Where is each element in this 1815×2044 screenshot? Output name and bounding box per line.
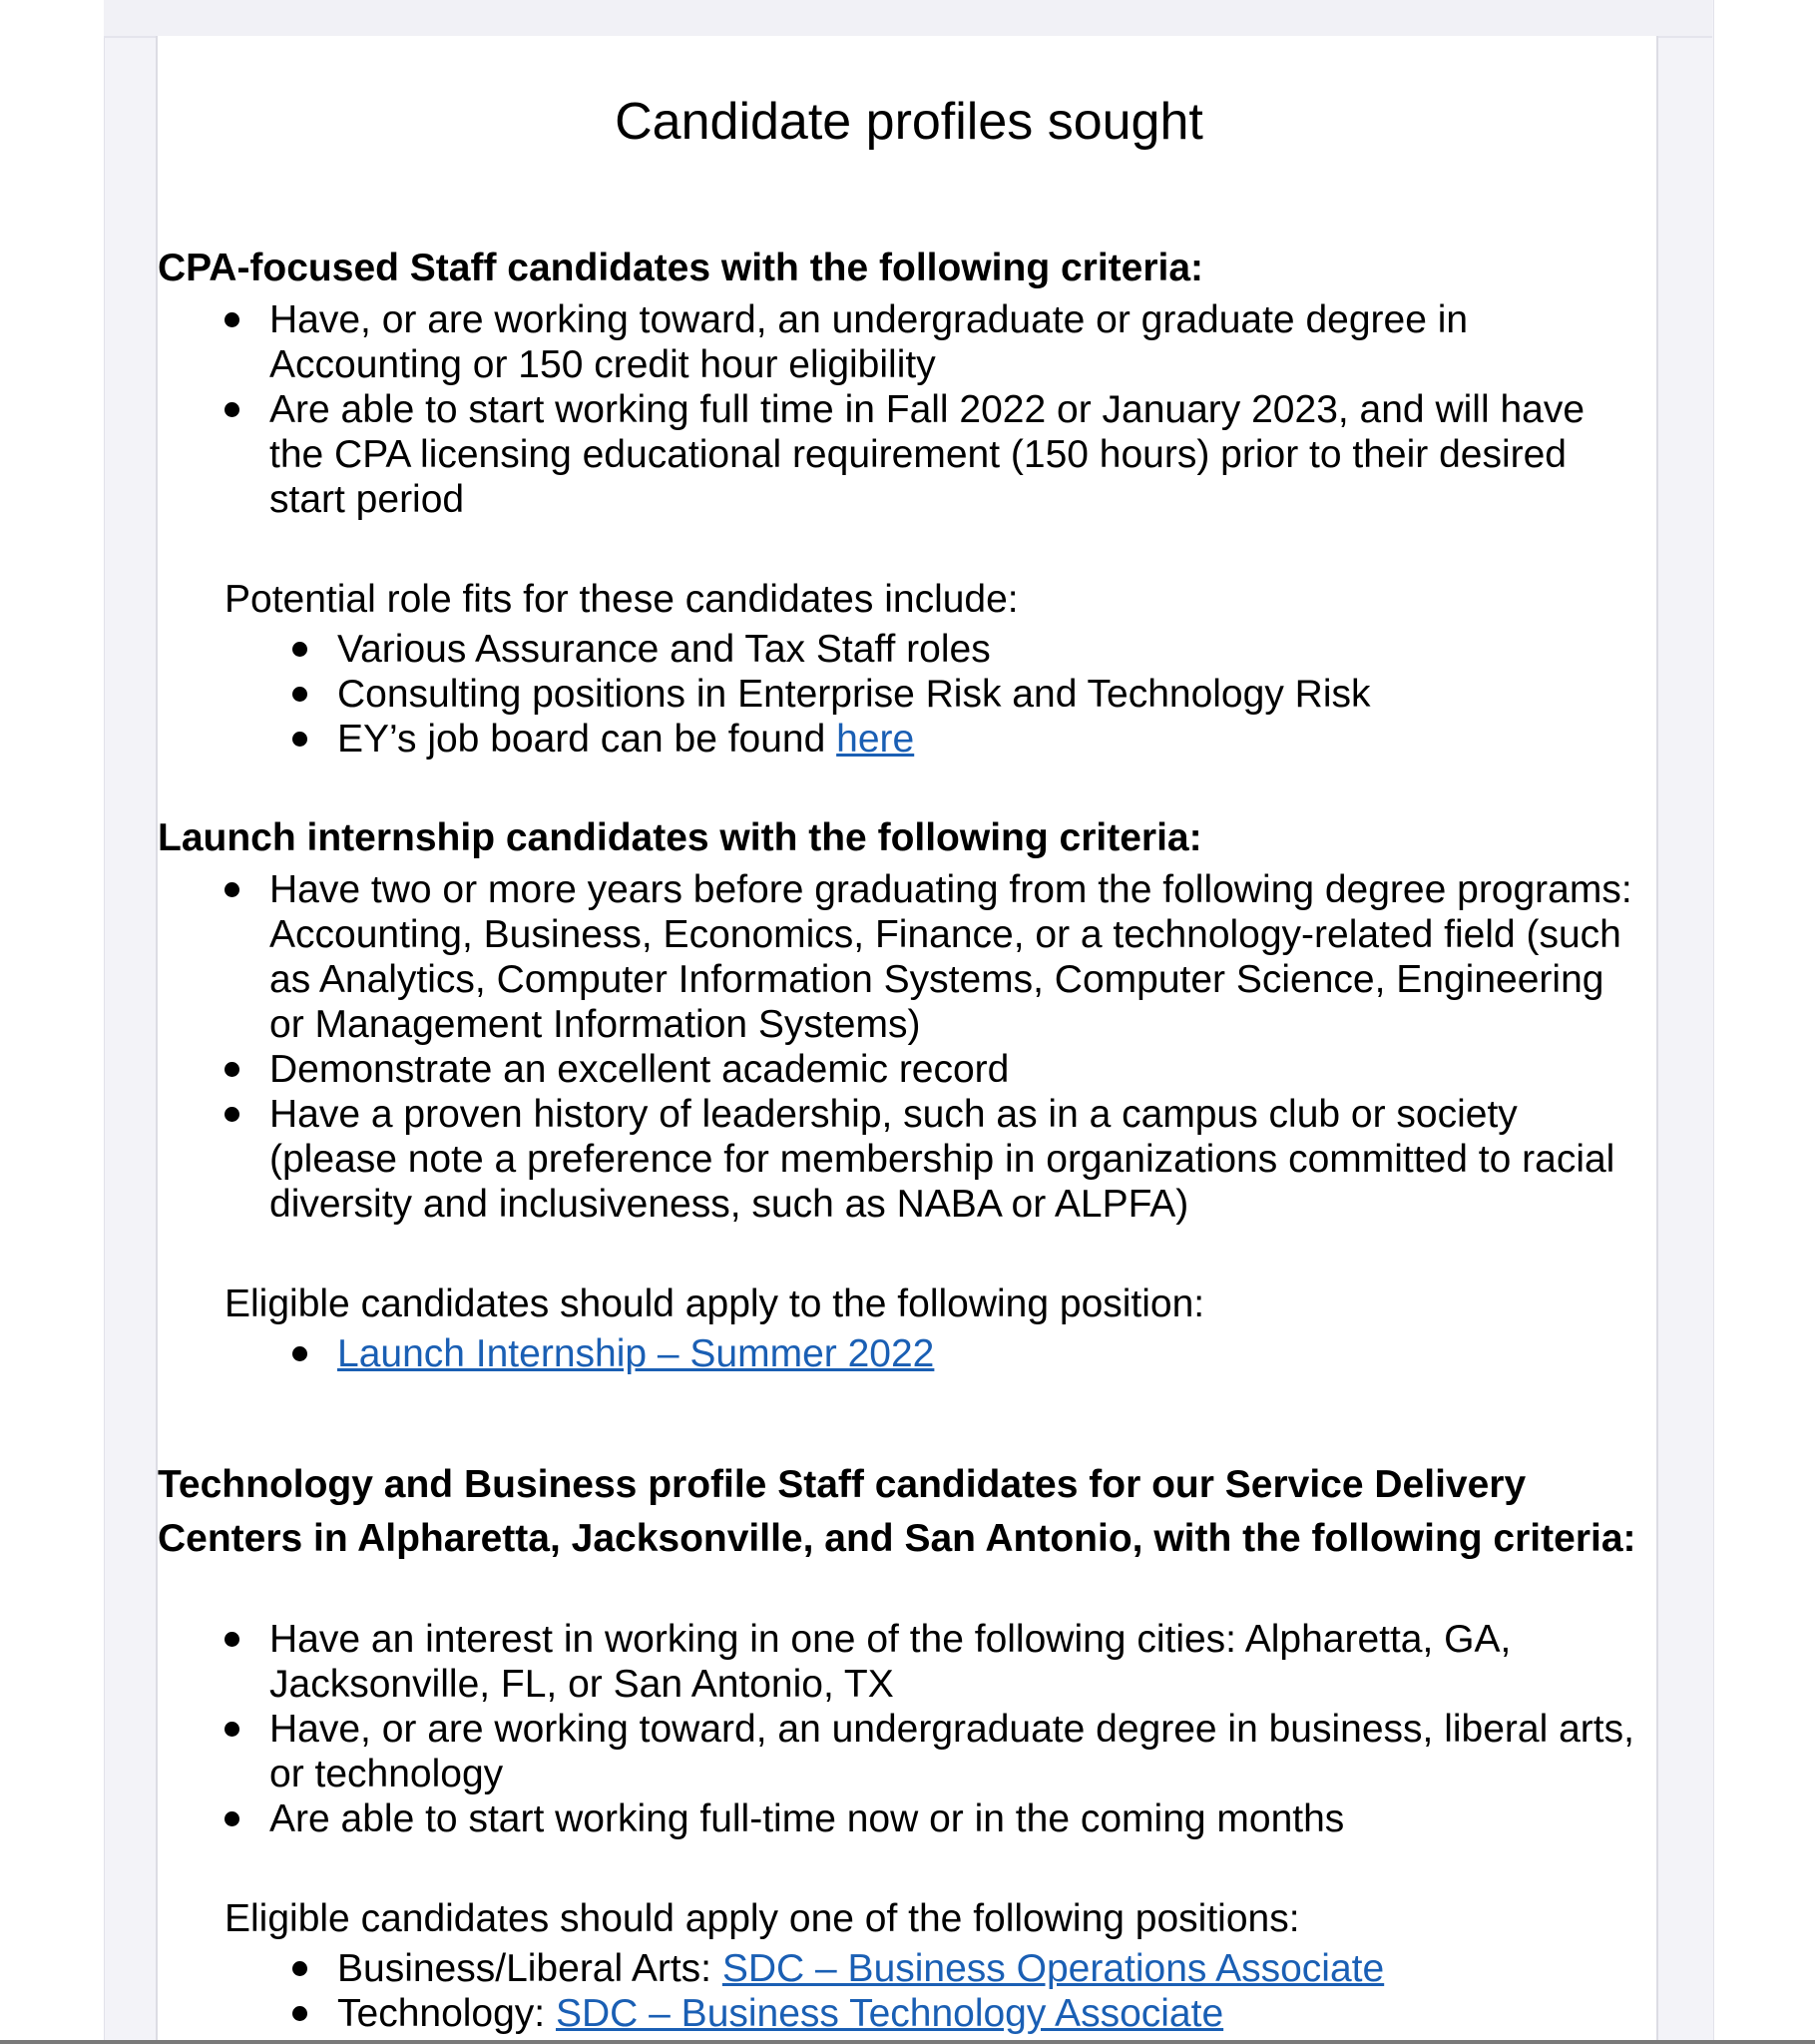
- role-fits-list: [337, 627, 1634, 762]
- list-item: Have, or are working toward, an undergraduate degree in business, liberal arts, or technology: [269, 1707, 1646, 1796]
- section-heading-sdc: Technology and Business profile Staff candidates for our Service Delivery Centers in Alpharetta, Jacksonville, and San Antonio, with the following criteria:: [158, 1463, 1636, 1560]
- viewer-bottom-border: [0, 2040, 1815, 2044]
- launch-internship-link[interactable]: Launch Internship – Summer 2022: [337, 1332, 935, 1375]
- list-item: [337, 1331, 1634, 1376]
- list-item: Have an interest in working in one of the following cities: Alpharetta, GA, Jacksonville, FL, or San Antonio, TX: [269, 1617, 1646, 1707]
- business-operations-link[interactable]: SDC – Business Operations Associate: [721, 1947, 1385, 1990]
- list-item: Are able to start working full time in Fall 2022 or January 2023, and will have the CPA licensing educational requirement (150 hours) prior to their desired start period: [269, 387, 1646, 522]
- list-item: Various Assurance and Tax Staff roles: [337, 627, 1634, 672]
- list-item: Have, or are working toward, an undergraduate or graduate degree in Accounting or 150 credit hour eligibility: [269, 297, 1646, 387]
- list-item-text: Business/Liberal Arts:: [337, 1947, 722, 1990]
- criteria-list-launch: [269, 867, 1646, 1227]
- list-item: Consulting positions in Enterprise Risk and Technology Risk: [337, 672, 1634, 717]
- list-item-text: EY’s job board can be found: [337, 718, 837, 761]
- business-technology-link[interactable]: SDC – Business Technology Associate: [555, 1992, 1224, 2035]
- list-item: [337, 717, 1634, 762]
- role-fits-intro: Potential role fits for these candidates include:: [225, 578, 1019, 621]
- page-title: Candidate profiles sought: [615, 93, 1203, 151]
- viewer-top-strip: [104, 0, 1712, 38]
- list-item: Have two or more years before graduating from the following degree programs: Accounting, Business, Economics, Finance, or a technology-related field (such as Analytics, Computer Information Systems, Computer Science, Engineering or Management Information Systems): [269, 867, 1646, 1047]
- launch-position-list: [337, 1331, 1634, 1376]
- list-item: Are able to start working full-time now or in the coming months: [269, 1796, 1646, 1841]
- list-item: [337, 1946, 1634, 1991]
- section-heading-cpa: CPA-focused Staff candidates with the following criteria:: [158, 247, 1204, 289]
- launch-apply-intro: Eligible candidates should apply to the following position:: [225, 1282, 1205, 1325]
- section-heading-launch: Launch internship candidates with the following criteria:: [158, 816, 1202, 859]
- sdc-position-list: [337, 1946, 1634, 2036]
- document-page: [156, 36, 1658, 2044]
- criteria-list-sdc: [269, 1617, 1646, 1841]
- criteria-list-cpa: [269, 297, 1646, 522]
- list-item-text: Technology:: [337, 1992, 556, 2035]
- job-board-link[interactable]: here: [836, 718, 915, 761]
- sdc-apply-intro: Eligible candidates should apply one of the following positions:: [225, 1897, 1300, 1940]
- list-item: Have a proven history of leadership, such as in a campus club or society (please note a preference for membership in organizations committed to racial diversity and inclusiveness, such as NABA or ALPFA): [269, 1092, 1646, 1227]
- list-item: Demonstrate an excellent academic record: [269, 1047, 1646, 1092]
- list-item: [337, 1991, 1634, 2036]
